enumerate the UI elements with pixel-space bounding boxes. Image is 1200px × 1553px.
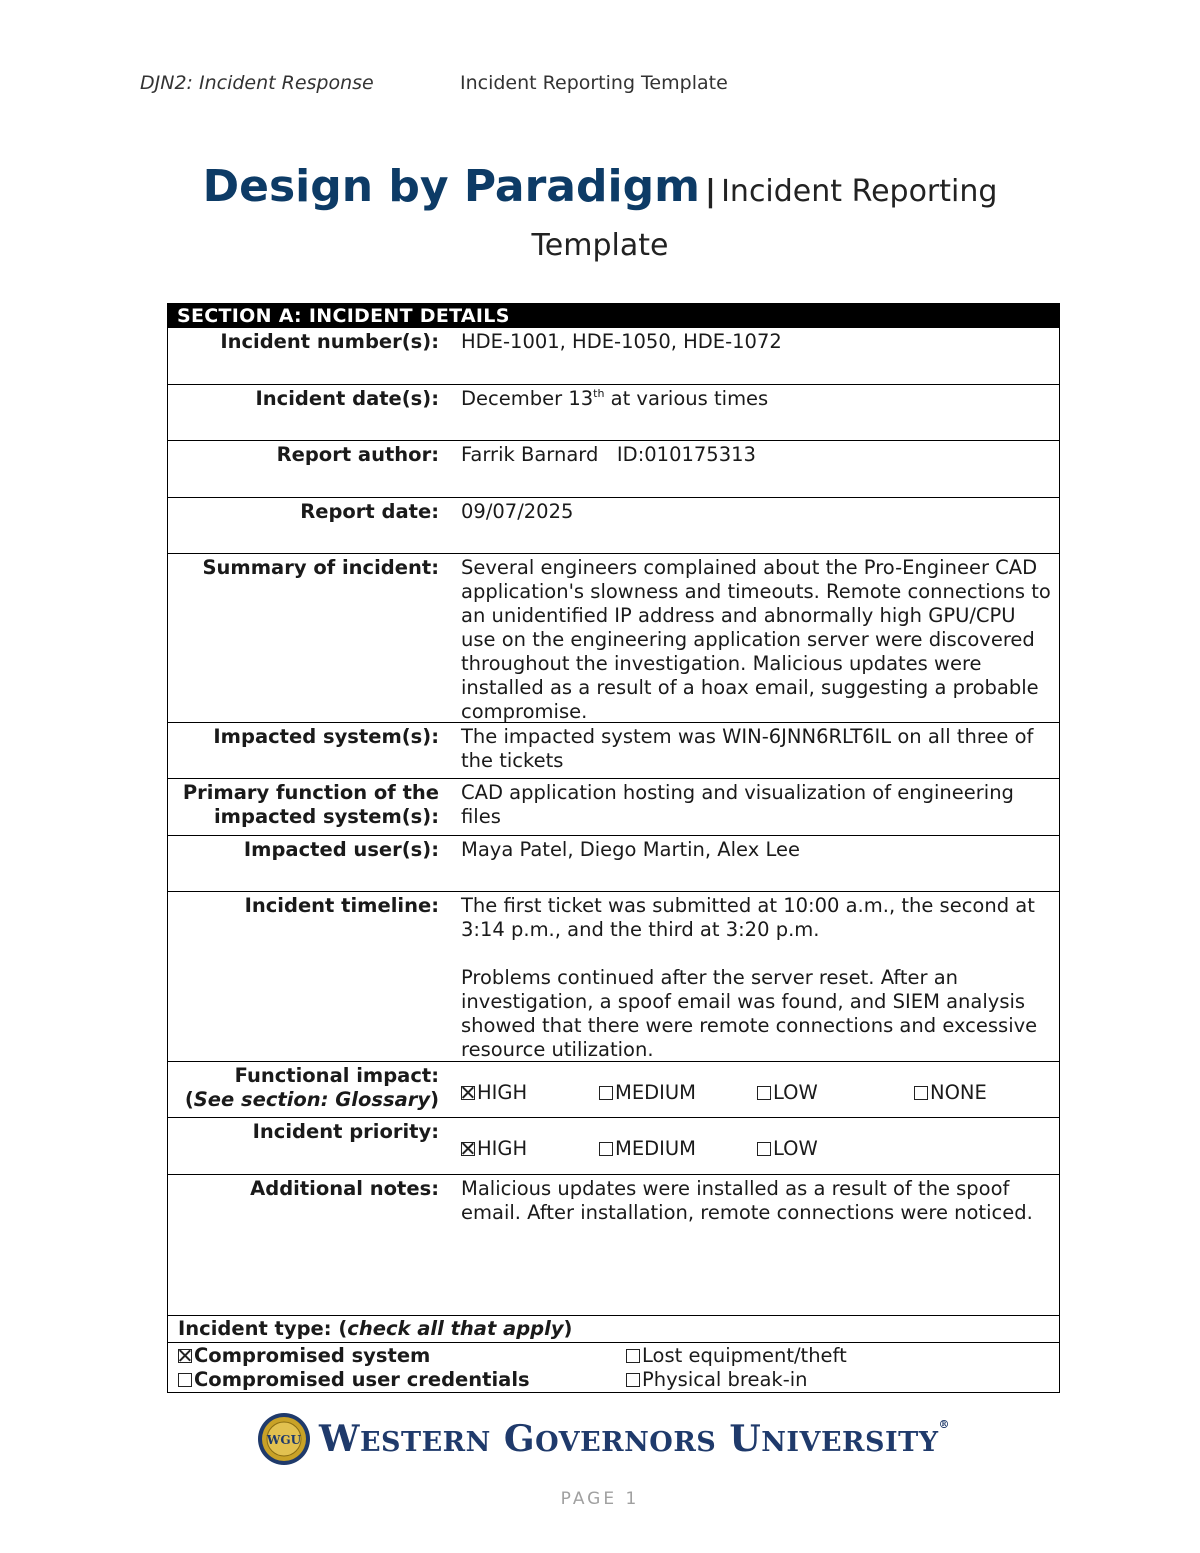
- title-separator: |: [705, 174, 716, 209]
- incident-numbers-label: Incident number(s):: [220, 330, 439, 353]
- type-compromised-credentials[interactable]: Compromised user credentials: [178, 1368, 626, 1392]
- incident-priority-options: [449, 1118, 1059, 1174]
- wgu-logo: [257, 1412, 950, 1466]
- title-subtitle-line1: Incident Reporting: [721, 174, 998, 209]
- report-author-label: Report author:: [276, 443, 439, 466]
- page-number: PAGE 1: [560, 1489, 640, 1509]
- type-compromised-system[interactable]: Compromised system: [178, 1344, 626, 1368]
- functional-impact-low[interactable]: LOW: [757, 1081, 914, 1105]
- additional-notes-label: Additional notes:: [250, 1177, 439, 1200]
- unchecked-box-icon[interactable]: [626, 1373, 640, 1387]
- type-lost-equipment[interactable]: Lost equipment/theft: [626, 1344, 847, 1368]
- glossary-reference: See section: Glossary: [193, 1088, 431, 1111]
- row-report-author: [167, 441, 1060, 498]
- row-summary: [167, 554, 1060, 723]
- report-date-value[interactable]: 09/07/2025: [461, 500, 574, 523]
- incident-dates-ordinal: th: [593, 387, 605, 400]
- row-incident-priority: [167, 1118, 1060, 1175]
- type-physical-break-in[interactable]: Physical break-in: [626, 1368, 847, 1392]
- summary-value[interactable]: Several engineers complained about the Pro-Engineer CAD application's slowness and timeouts. Remote connections to an unidentified IP address and abnormally high GPU/CPU use on the engineering application server were discovered throughout the investigation. Malicious updates were installed as a result of a hoax email, suggesting a probable compromise.: [461, 556, 1051, 723]
- impacted-systems-label: Impacted system(s):: [213, 725, 439, 748]
- impacted-users-value[interactable]: Maya Patel, Diego Martin, Alex Lee: [461, 838, 800, 861]
- priority-high[interactable]: HIGH: [461, 1137, 599, 1161]
- row-report-date: [167, 498, 1060, 554]
- checked-box-icon[interactable]: [461, 1142, 475, 1156]
- row-impacted-systems: [167, 723, 1060, 779]
- summary-label: Summary of incident:: [202, 556, 439, 579]
- wgu-wordmark-text: WESTERN GOVERNORS UNIVERSITY: [319, 1418, 939, 1460]
- primary-function-value[interactable]: CAD application hosting and visualization of engineering files: [461, 781, 1014, 828]
- header-doc-title: Incident Reporting Template: [460, 72, 728, 94]
- incident-type-instruction: check all that apply: [347, 1317, 564, 1340]
- row-incident-dates: [167, 385, 1060, 441]
- incident-priority-label: Incident priority:: [252, 1120, 439, 1143]
- unchecked-box-icon[interactable]: [599, 1142, 613, 1156]
- unchecked-box-icon[interactable]: [914, 1086, 928, 1100]
- impacted-systems-value[interactable]: The impacted system was WIN-6JNN6RLT6IL on all three of the tickets: [461, 725, 1034, 772]
- trademark-symbol: ®: [938, 1418, 950, 1431]
- unchecked-box-icon[interactable]: [757, 1086, 771, 1100]
- primary-function-label: Primary function of the impacted system(s):: [182, 781, 439, 828]
- timeline-label: Incident timeline:: [244, 894, 439, 917]
- checked-box-icon[interactable]: [178, 1349, 192, 1363]
- incident-dates-label: Incident date(s):: [255, 387, 439, 410]
- row-primary-function: [167, 779, 1060, 836]
- row-timeline: [167, 892, 1060, 1062]
- functional-impact-label: [168, 1062, 449, 1117]
- unchecked-box-icon[interactable]: [757, 1142, 771, 1156]
- row-additional-notes: [167, 1175, 1060, 1316]
- impacted-users-label: Impacted user(s):: [243, 838, 439, 861]
- svg-text:WGU: WGU: [266, 1433, 302, 1447]
- timeline-paragraph-1: The first ticket was submitted at 10:00 a.m., the second at 3:14 p.m., and the third at 3:20 p.m.: [461, 894, 1035, 941]
- incident-dates-value[interactable]: [449, 385, 1059, 440]
- functional-impact-title: Functional impact:: [234, 1064, 439, 1087]
- unchecked-box-icon[interactable]: [178, 1373, 192, 1387]
- incident-dates-suffix: at various times: [604, 387, 769, 410]
- functional-impact-high[interactable]: HIGH: [461, 1081, 599, 1105]
- row-functional-impact: [167, 1062, 1060, 1118]
- header-course: DJN2: Incident Response: [140, 72, 374, 94]
- report-date-label: Report date:: [300, 500, 439, 523]
- functional-impact-options: [449, 1062, 1059, 1117]
- incident-numbers-value[interactable]: HDE-1001, HDE-1050, HDE-1072: [461, 330, 782, 353]
- functional-impact-none[interactable]: NONE: [914, 1081, 987, 1105]
- report-author-value[interactable]: Farrik Barnard ID:010175313: [461, 443, 756, 466]
- incident-details-table: [167, 303, 1060, 1393]
- incident-type-options: [167, 1342, 1060, 1393]
- timeline-paragraph-2: Problems continued after the server reset. After an investigation, a spoof email was found, and SIEM analysis showed that there were remote connections and excessive resource utilization.: [461, 966, 1038, 1061]
- title-brand: Design by Paradigm: [202, 161, 700, 212]
- timeline-value[interactable]: [449, 892, 1059, 1061]
- wgu-seal-icon: [257, 1412, 311, 1466]
- checked-box-icon[interactable]: [461, 1086, 475, 1100]
- unchecked-box-icon[interactable]: [626, 1349, 640, 1363]
- functional-impact-medium[interactable]: MEDIUM: [599, 1081, 757, 1105]
- row-incident-numbers: [167, 328, 1060, 385]
- section-a-heading: SECTION A: INCIDENT DETAILS: [167, 303, 1060, 328]
- functional-impact-note: (See section: Glossary): [184, 1088, 439, 1111]
- incident-dates-prefix: December 13: [461, 387, 594, 410]
- page-title: [150, 162, 1050, 275]
- incident-type-heading: Incident type: (check all that apply): [167, 1316, 1060, 1342]
- unchecked-box-icon[interactable]: [599, 1086, 613, 1100]
- title-subtitle-line2: Template: [531, 228, 669, 263]
- priority-low[interactable]: LOW: [757, 1137, 914, 1161]
- row-impacted-users: [167, 836, 1060, 892]
- wgu-wordmark: [319, 1418, 950, 1460]
- additional-notes-value[interactable]: Malicious updates were installed as a result of the spoof email. After installation, remote connections were noticed.: [461, 1177, 1033, 1224]
- priority-medium[interactable]: MEDIUM: [599, 1137, 757, 1161]
